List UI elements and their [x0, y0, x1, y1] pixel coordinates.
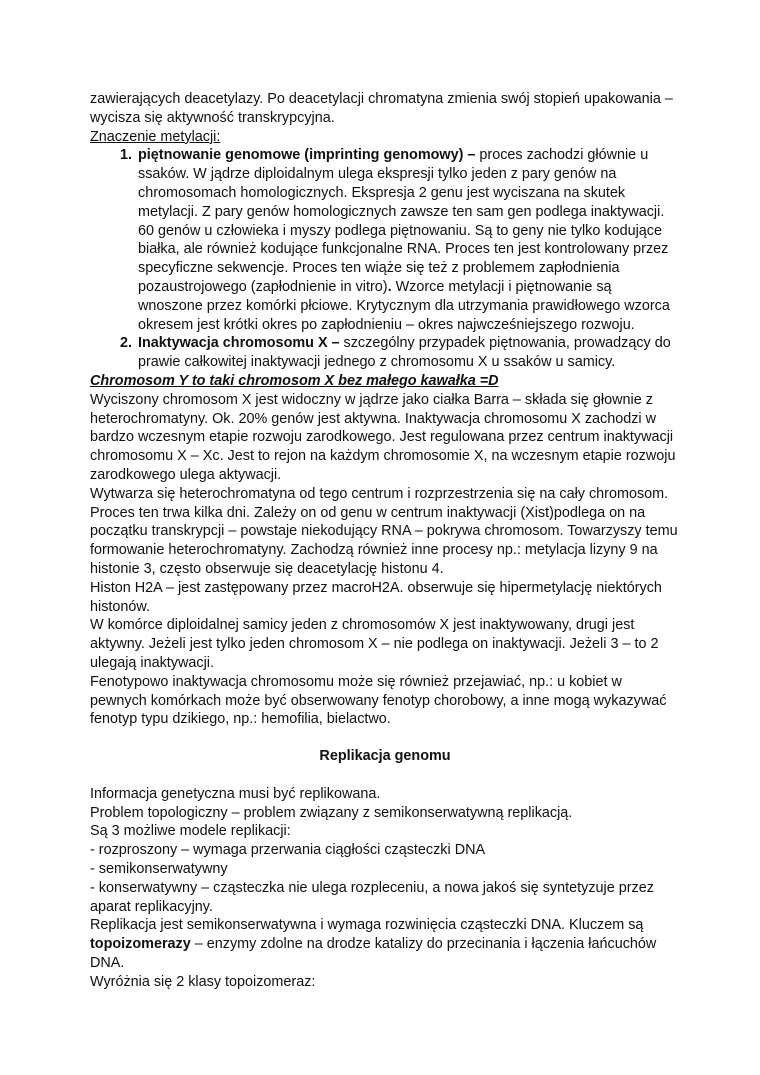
final-paragraph [90, 916, 680, 972]
chromosome-y-note: Chromosom Y to taki chromosom X bez małego kawałka =D [90, 372, 499, 389]
list-item-text-continued: Wzorce metylacji i piętnowanie są wnoszone przez komórki płciowe. Krytycznym dla utrzymania prawidłowego wzorca okresem jest krótki okres po zapłodnieniu – okres najwcześniejszego rozwoju. [138, 278, 670, 333]
body-paragraph: W komórce diploidalnej samicy jeden z chromosomów X jest inaktywowany, drugi jest aktywny. Jeżeli jest tylko jeden chromosom X – nie podlega on inaktywacji. Jeżeli 3 – to 2 ulegają inaktywacji. [90, 617, 659, 671]
document-page [90, 90, 680, 992]
model-line: - konserwatywny – cząsteczka nie ulega rozpleceniu, a nowa jakoś się syntetyzuje przez aparat replikacyjny. [90, 879, 654, 915]
list-item [136, 146, 680, 334]
final-text-after: – enzymy zdolne na drodze katalizy do przecinania i łączenia łańcuchów DNA. [90, 936, 657, 972]
body-paragraph: Wyciszony chromosom X jest widoczny w jądrze jako ciałka Barra – składa się głownie z heterochromatyny. Ok. 20% genów jest aktywna. Inaktywacja chromosomu X zachodzi w bardzo wczesnym etapie rozwoju zarodkowego. Jest regulowana przez centrum inaktywacji chromosomu X – Xc. Jest to rejon na każdym chromosomie X, na wczesnym etapie rozwoju zarodkowego ulega aktywacji. [90, 391, 676, 483]
list-item-text: szczególny przypadek piętnowania, prowadzący do prawie całkowitej inaktywacji jednego z chromosomu X u ssaków u samicy. [138, 335, 671, 371]
last-line: Wyróżnia się 2 klasy topoizomeraz: [90, 973, 316, 990]
model-line: - rozproszony – wymaga przerwania ciągłości cząsteczki DNA [90, 842, 486, 859]
methylation-heading: Znaczenie metylacji: [90, 128, 221, 145]
body-paragraph: Fenotypowo inaktywacja chromosomu może się również przejawiać, np.: u kobiet w pewnych komórkach może być obserwowany fenotyp chorobowy, a inne mogą wykazywać fenotyp typu dzikiego, np.: hemofilia, bielactwo. [90, 673, 667, 728]
final-text-before: Replikacja jest semikonserwatywna i wymaga rozwinięcia cząsteczki DNA. Kluczem są [90, 917, 644, 934]
intro-paragraph: zawierających deacetylazy. Po deacetylacji chromatyna zmienia swój stopień upakowania – wycisza się aktywność transkrypcyjna. [90, 91, 673, 126]
section-heading: Replikacja genomu [319, 748, 451, 765]
topoisomerase-term: topoizomerazy [90, 936, 191, 953]
body-line: Są 3 możliwe modele replikacji: [90, 823, 291, 840]
list-item-term: piętnowanie genomowe (imprinting genomowy) – [138, 147, 476, 164]
list-item-bold-dot: . [387, 278, 392, 295]
body-line: Informacja genetyczna musi być replikowana. [90, 785, 381, 802]
body-line: Problem topologiczny – problem związany z semikonserwatywną replikacją. [90, 804, 573, 821]
methylation-list [90, 146, 680, 372]
body-paragraph: Histon H2A – jest zastępowany przez macroH2A. obserwuje się hipermetylację niektórych histonów. [90, 579, 662, 615]
body-paragraph: Wytwarza się heterochromatyna od tego centrum i rozprzestrzenia się na cały chromosom. Proces ten trwa kilka dni. Zależy on od genu w centrum inaktywacji (Xist)podlega on na początku transkrypcji – powstaje niekodujący RNA – pokrywa chromosom. Towarzyszy temu formowanie heterochromatyny. Zachodzą również inne procesy np.: metylacja lizyny 9 na histonie 3, często obserwuje się deacetylację histonu 4. [90, 485, 678, 577]
list-item-term: Inaktywacja chromosomu X – [138, 335, 340, 352]
list-item-text: proces zachodzi głównie u ssaków. W jądrze diploidalnym ulega ekspresji tylko jeden z pary genów na chromosomach homologicznych. Ekspresja 2 genu jest wyciszana na skutek metylacji. Z pary genów homologicznych zawsze ten sam gen podlega inaktywacji. 60 genów u człowieka i myszy podlega piętnowaniu. Są to geny nie tylko kodujące białka, ale również kodujące funkcjonalne RNA. Proces ten jest kontrolowany przez specyficzne sekwencje. Proces ten wiąże się też z problemem zapłodnienia pozaustrojowego (zapłodnienie in vitro) [138, 147, 669, 295]
list-item [136, 334, 680, 372]
model-line: - semikonserwatywny [90, 861, 228, 878]
